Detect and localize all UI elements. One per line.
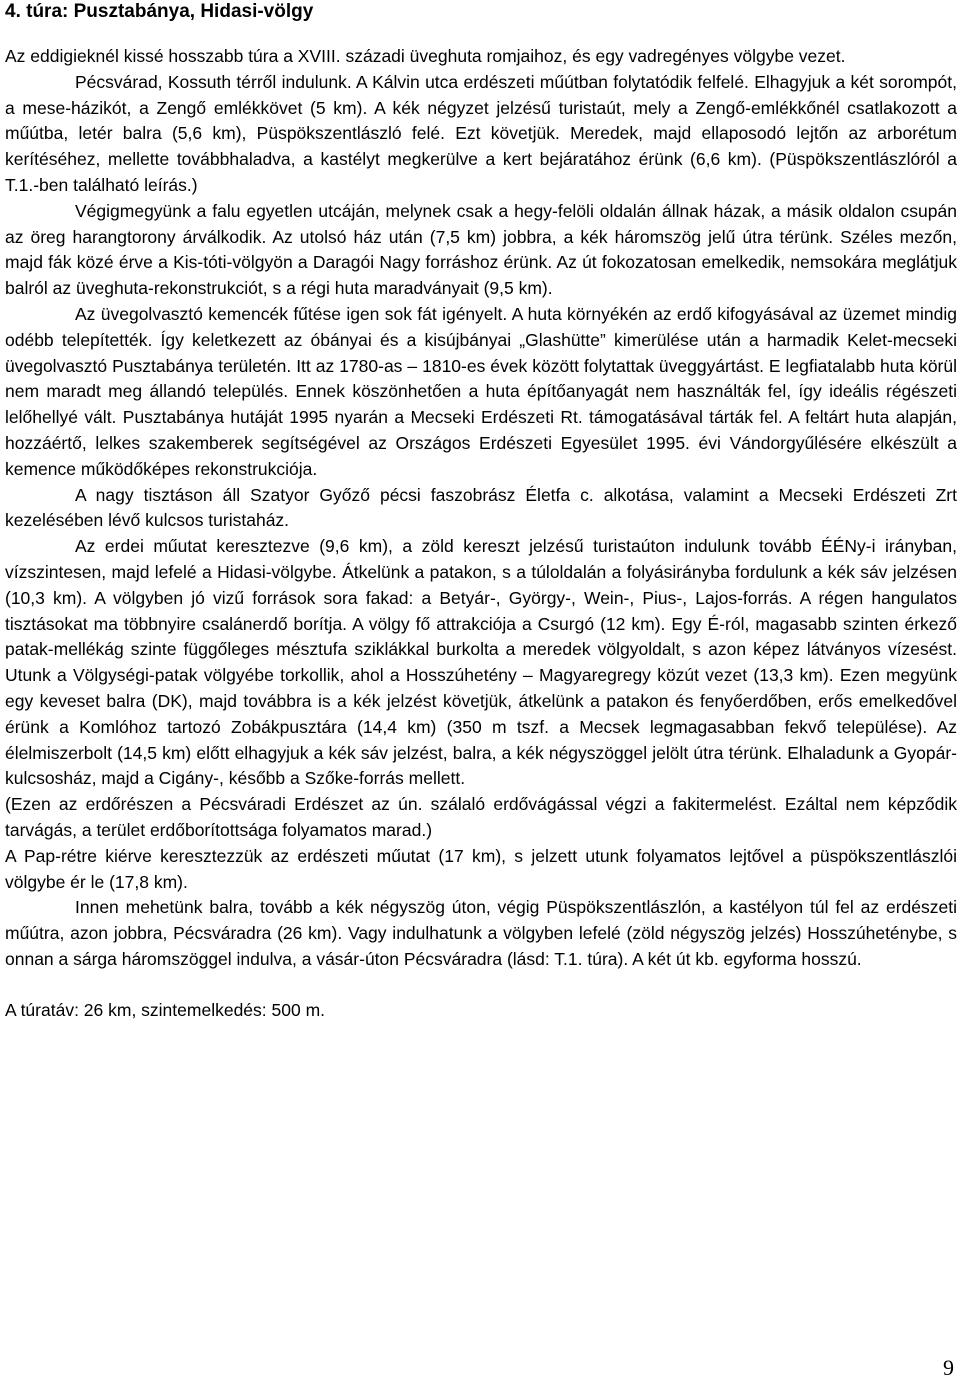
paragraph-intro: Az eddigieknél kissé hosszabb túra a XVIII. századi üveghuta romjaihoz, és egy vadregényes völgybe vezet.: [5, 46, 846, 66]
paragraph-glassworks: Az üvegolvasztó kemencék fűtése igen sok fát igényelt. A huta környékén az erdő kifogyásával az üzemet mindig odébb telepítették. Így keletkezett az óbányai és a kisújbányai „Glashütte” kimerülése után a harmadik Kelet-mecseki üvegolvasztó Pusztabánya területén. Itt az 1780-as – 1810-es évek között folytattak üveggyártást. E legfiatalabb huta körül nem maradt meg állandó település. Ennek köszönhetően a huta építőanyagát nem használták fel, így ideális régészeti lelőhellyé vált. Pusztabánya hutáját 1995 nyarán a Mecseki Erdészeti Rt. támogatásával tárták fel. A feltárt huta alapján, hozzáértő, lelkes szakemberek segítségével az Országos Erdészeti Egyesület 1995. évi Vándorgyűlésére elkészült a kemence működőképes rekonstrukciója.: [5, 303, 957, 479]
page-title: 4. túra: Pusztabánya, Hidasi-völgy: [5, 1, 314, 22]
page-number: 9: [943, 1355, 954, 1380]
document-page: [5, 0, 957, 1023]
paragraph-valley: Az erdei műutat keresztezve (9,6 km), a zöld kereszt jelzésű turistaúton indulunk tovább ÉÉNy-i irányban, vízszintesen, majd lefelé a Hidasi-völgybe. Átkelünk a patakon, s a túloldalán a folyásirányba fordulunk a kék sáv jelzésen (10,3 km). A völgyben jó vizű források sora fakad: a Betyár-, György-, Wein-, Pius-, Lajos-forrás. A régen hangulatos tisztásokat ma többnyire csalánerdő borítja. A völgy fő attrakciója a Csurgó (12 km). Egy É-ról, magasabb szinten érkező patak-mellékág szinte függőleges mésztufa sziklákkal burkolta a meredek völgyoldalt, s azon képez látványos vízesést. Utunk a Völgységi-patak völgyébe torkollik, ahol a Hosszúhetény – Magyaregregy közút vezet (13,3 km). Ezen megyünk egy keveset balra (DK), majd továbbra is a kék jelzést követjük, átkelünk a patakon és fenyőerdőben, erős emelkedővel érünk a Komlóhoz tartozó Zobákpusztára (14,4 km) (350 m tszf. a Mecsek legmagasabban fekvő települése). Az élelmiszerbolt (14,5 km) előtt elhagyjuk a kék sáv jelzést, balra, a kék négyszöggel jelölt útra térünk. Elhaladunk a Gyopár-kulcsosház, majd a Cigány-, később a Szőke-forrás mellett.: [5, 536, 957, 789]
paragraph-forestry-note: (Ezen az erdőrészen a Pécsváradi Erdészet az ún. szálaló erdővágással végzi a fakitermelést. Ezáltal nem képződik tarvágás, a terület erdőborítottsága folyamatos marad.): [5, 794, 957, 840]
paragraph-village: Végigmegyünk a falu egyetlen utcáján, melynek csak a hegy-felöli oldalán állnak házak, a másik oldalon csupán az öreg harangtorony árválkodik. Az utolsó ház után (7,5 km) jobbra, a kék háromszög jelű útra térünk. Széles mezőn, majd fák közé érve a Kis-tóti-völgyön a Daragói Nagy forráshoz érünk. Az út fokozatosan emelkedik, nemsokára meglátjuk balról az üveghuta-rekonstrukciót, s a régi huta maradványait (9,5 km).: [5, 200, 957, 299]
paragraph-pap-ret: A Pap-rétre kiérve keresztezzük az erdészeti műutat (17 km), s jelzett utunk folyamatos lejtővel a püspökszentlászlói völgybe ér le (17,8 km).: [5, 845, 957, 892]
paragraph-start: Pécsvárad, Kossuth térről indulunk. A Kálvin utca erdészeti műútban folytatódik felfelé. Elhagyjuk a két sorompót, a mese-házikót, a Zengő emlékkövet (5 km). A kék négyzet jelzésű turistaút, mely a Zengő-emlékkőnél csatlakozott a műútba, letér balra (5,6 km), Püspökszentlászló felé. Ezt követjük. Meredek, majd ellaposodó lejtőn az arborétum kerítéséhez, mellette továbbhaladva, a kastélyt megkerülve a kert bejáratához érünk (6,6 km). (Püspökszentlászlóról a T.1.-ben található leírás.): [5, 71, 957, 195]
paragraph-return: Innen mehetünk balra, tovább a kék négyszög úton, végig Püspökszentlászlón, a kastélyon túl fel az erdészeti műútra, azon jobbra, Pécsváradra (26 km). Vagy indulhatunk a völgyben lefelé (zöld négyszög jelzés) Hosszúheténybe, s onnan a sárga háromszöggel indulva, a vásár-úton Pécsváradra (lásd: T.1. túra). A két út kb. egyforma hosszú.: [5, 897, 957, 969]
tour-summary: A túratáv: 26 km, szintemelkedés: 500 m.: [5, 999, 326, 1020]
paragraph-clearing: A nagy tisztáson áll Szatyor Győző pécsi faszobrász Életfa c. alkotása, valamint a Mecseki Erdészeti Zrt kezelésében lévő kulcsos turistaház.: [5, 484, 957, 531]
